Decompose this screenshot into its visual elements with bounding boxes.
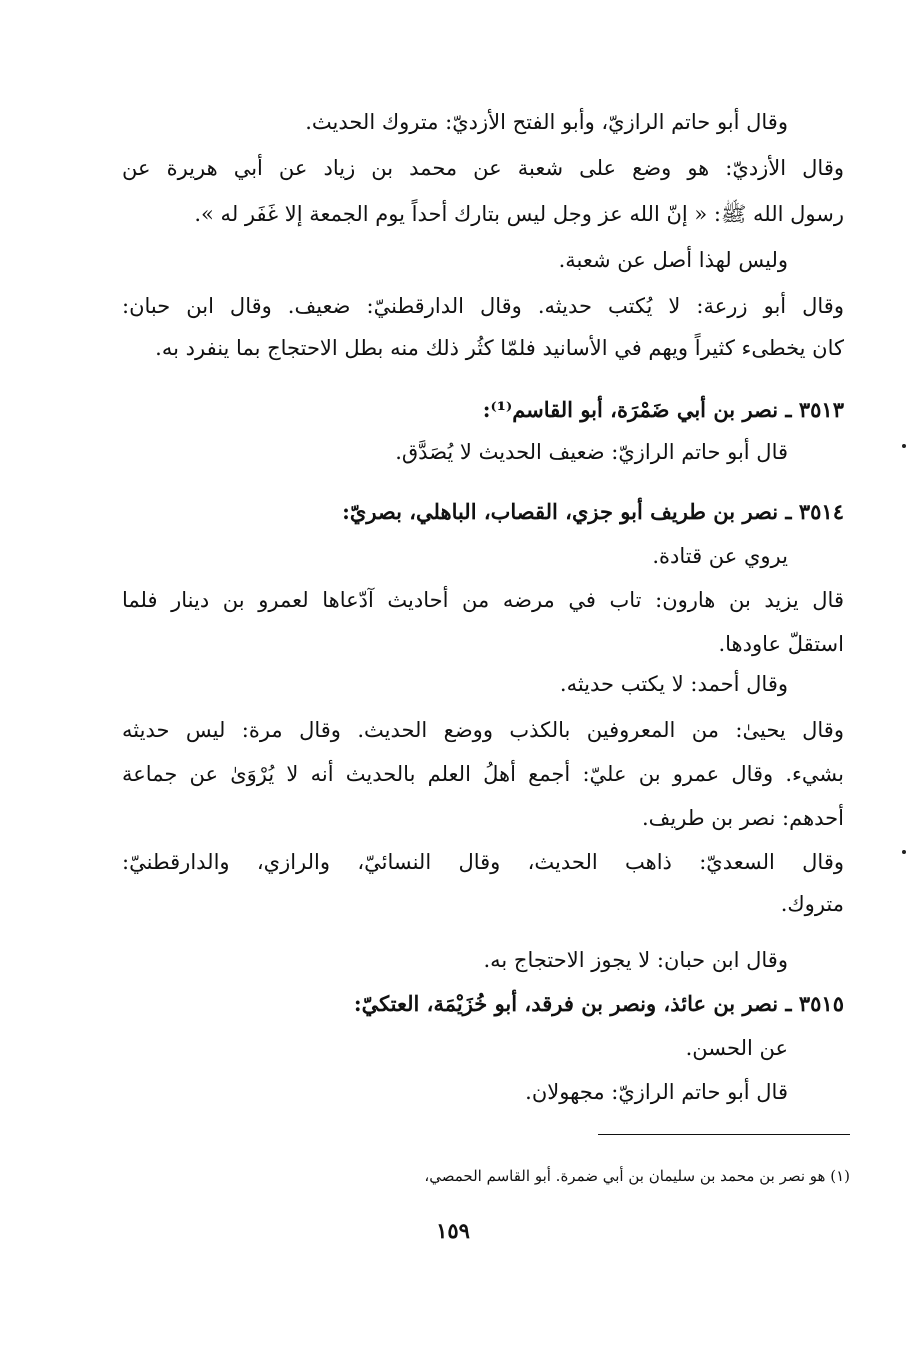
text-line: رسول الله ﷺ: « إنّ الله عز وجل ليس بتارك أحداً يوم الجمعة إلا غَفَر له ».	[194, 202, 844, 226]
text-line: يروي عن قتادة.	[652, 544, 788, 568]
entry-heading-3514: ٣٥١٤ ـ نصر بن طريف أبو جزي، القصاب، الباهلي، بصريّ:	[342, 499, 844, 524]
text-line: بشيء. وقال عمرو بن عليّ: أجمع أهلُ العلم بالحديث أنه لا يُرْوَىٰ عن جماعة	[122, 762, 844, 786]
footnote-separator	[598, 1134, 850, 1135]
text-line: وقال الأزديّ: هو وضع على شعبة عن محمد بن زياد عن أبي هريرة عن	[122, 156, 844, 180]
text-line: عن الحسن.	[685, 1036, 788, 1060]
entry-heading-3513: ٣٥١٣ ـ نصر بن أبي ضَمْرَة، أبو القاسم⁽¹⁾:	[482, 397, 844, 422]
text-line: أحدهم: نصر بن طريف.	[641, 806, 844, 830]
text-line: وقال أبو حاتم الرازيّ، وأبو الفتح الأزديّ: متروك الحديث.	[305, 110, 788, 134]
text-line: متروك.	[780, 892, 844, 916]
footnote: (١) هو نصر بن محمد بن سليمان بن أبي ضمرة. أبو القاسم الحمصي،	[424, 1167, 850, 1185]
margin-mark	[902, 444, 906, 448]
text-line: قال أبو حاتم الرازيّ: ضعيف الحديث لا يُصَدَّق.	[395, 440, 788, 464]
text-line: قال أبو حاتم الرازيّ: مجهولان.	[525, 1080, 788, 1104]
text-line: قال يزيد بن هارون: تاب في مرضه من أحاديث آدّعاها لعمرو بن دينار فلما	[122, 588, 844, 612]
text-line: وقال أبو زرعة: لا يُكتب حديثه. وقال الدارقطنيّ: ضعيف. وقال ابن حبان:	[122, 294, 844, 318]
page-number: ١٥٩	[436, 1218, 470, 1243]
text-line: وقال السعديّ: ذاهب الحديث، وقال النسائيّ، والرازي، والدارقطنيّ:	[122, 850, 844, 874]
text-line: كان يخطىء كثيراً ويهم في الأسانيد فلمّا كثُر ذلك منه بطل الاحتجاج بما ينفرد به.	[155, 336, 844, 360]
text-line: وليس لهذا أصل عن شعبة.	[558, 248, 788, 272]
margin-mark	[902, 850, 906, 854]
entry-heading-3515: ٣٥١٥ ـ نصر بن عائذ، ونصر بن فرقد، أبو خُزَيْمَة، العتكيّ:	[353, 991, 844, 1016]
text-line: وقال أحمد: لا يكتب حديثه.	[559, 672, 788, 696]
text-line: استقلّ عاودها.	[718, 632, 844, 656]
text-line: وقال ابن حبان: لا يجوز الاحتجاج به.	[483, 948, 788, 972]
text-line: وقال يحيىٰ: من المعروفين بالكذب ووضع الحديث. وقال مرة: ليس حديثه	[122, 718, 844, 742]
